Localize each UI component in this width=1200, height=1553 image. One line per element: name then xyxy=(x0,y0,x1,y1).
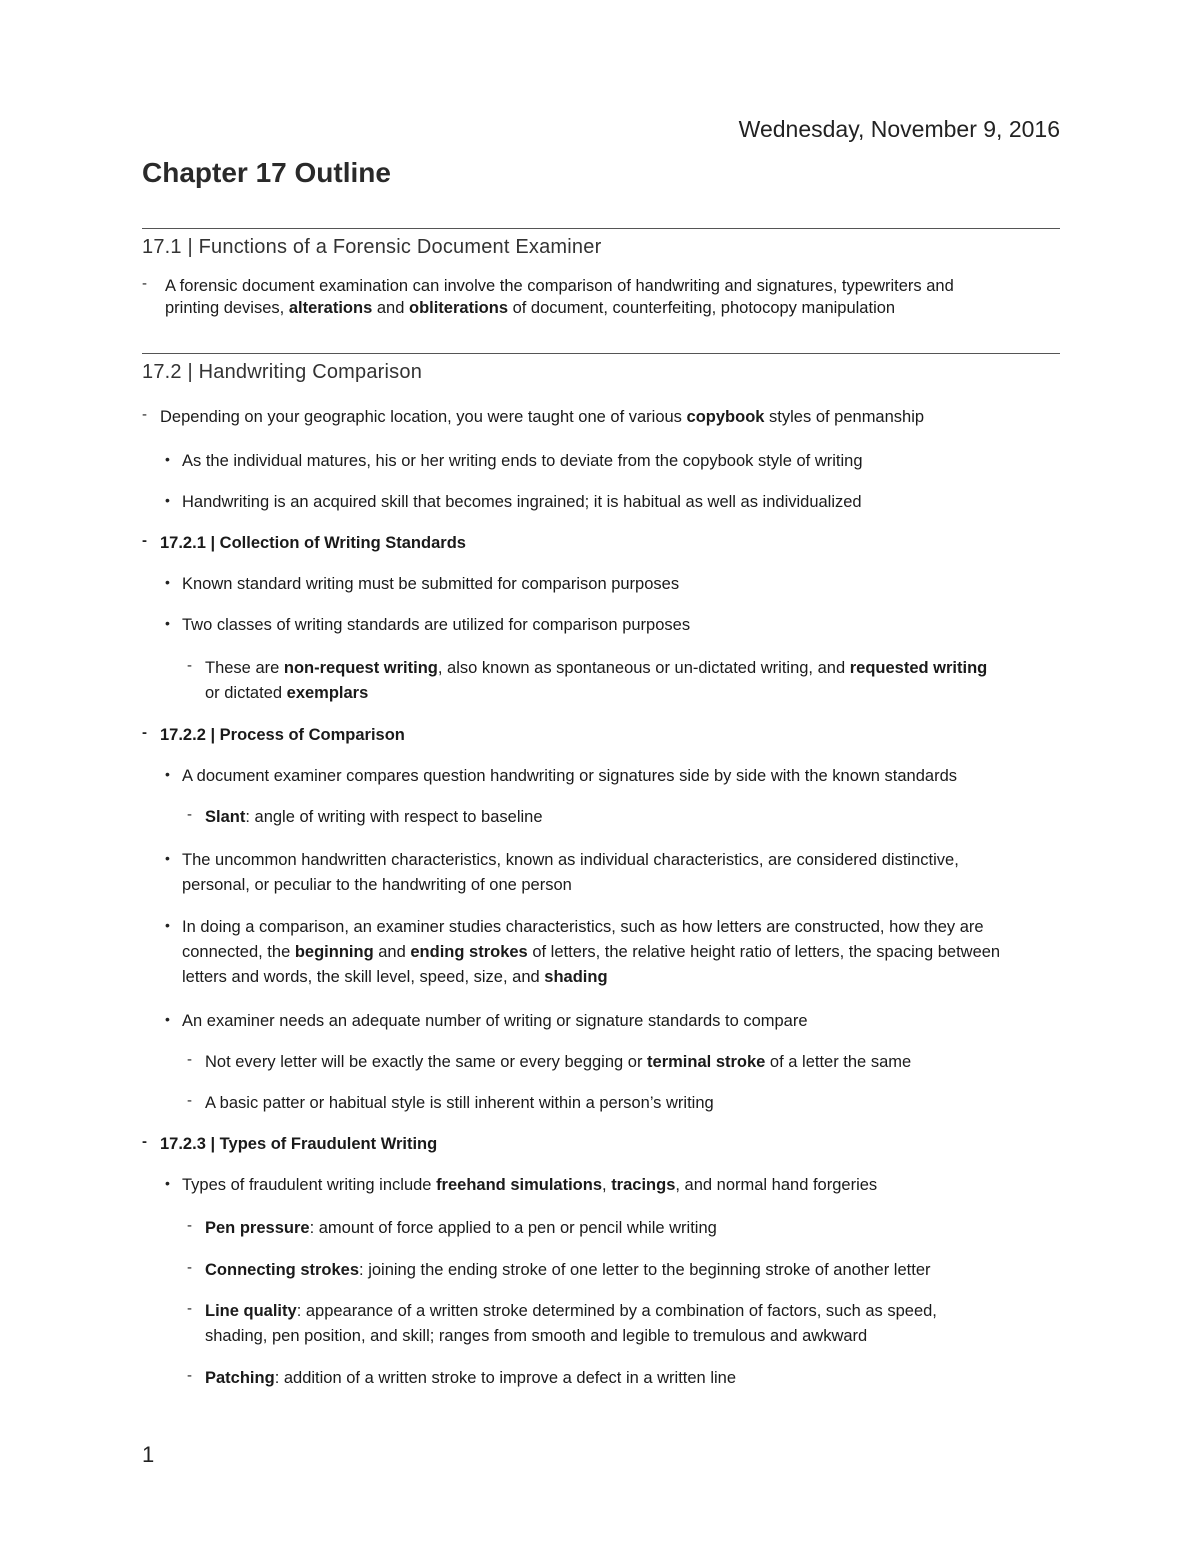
list-item: The uncommon handwritten characteristics, known as individual characteristics, are considered distinctive, xyxy=(182,851,959,869)
list-item-continuation: letters and words, the skill level, speed, size, and shading xyxy=(182,968,608,986)
list-item-continuation: connected, the beginning and ending strokes of letters, the relative height ratio of letters, the spacing between xyxy=(182,943,1001,961)
list-item: Not every letter will be exactly the same or every begging or terminal stroke of a letter the same xyxy=(205,1053,912,1071)
dash-marker: ‐ xyxy=(187,1051,192,1068)
bullet-marker: • xyxy=(165,1011,170,1027)
paragraph-line: A forensic document examination can involve the comparison of handwriting and signatures, typewriters and xyxy=(165,277,954,295)
bullet-marker: • xyxy=(165,574,170,590)
page-title: Chapter 17 Outline xyxy=(142,157,391,188)
dash-marker: ‐ xyxy=(142,406,147,423)
subsection-heading-17-2-2: 17.2.2 | Process of Comparison xyxy=(160,726,405,744)
list-item: Slant: angle of writing with respect to baseline xyxy=(205,808,543,826)
dash-marker: ‐ xyxy=(187,1259,192,1276)
paragraph-line: printing devises, alterations and obliterations of document, counterfeiting, photocopy manipulation xyxy=(165,299,896,317)
bullet-marker: • xyxy=(165,615,170,631)
list-item: As the individual matures, his or her writing ends to deviate from the copybook style of writing xyxy=(182,452,863,470)
dash-marker: ‐ xyxy=(142,724,147,741)
list-item: A basic patter or habitual style is still inherent within a person’s writing xyxy=(205,1094,714,1112)
list-item: Two classes of writing standards are utilized for comparison purposes xyxy=(182,616,691,634)
list-item: Line quality: appearance of a written stroke determined by a combination of factors, such as speed, xyxy=(205,1302,937,1320)
list-item: These are non-request writing, also known as spontaneous or un-dictated writing, and requested writing xyxy=(205,659,988,677)
dash-marker: ‐ xyxy=(142,532,147,549)
bullet-marker: • xyxy=(165,766,170,782)
list-item: In doing a comparison, an examiner studies characteristics, such as how letters are constructed, how they are xyxy=(182,918,984,936)
list-item-continuation: shading, pen position, and skill; ranges from smooth and legible to tremulous and awkward xyxy=(205,1327,868,1345)
dash-marker: ‐ xyxy=(187,1300,192,1317)
dash-marker: ‐ xyxy=(187,657,192,674)
dash-marker: ‐ xyxy=(142,275,147,292)
bullet-marker: • xyxy=(165,492,170,508)
bullet-marker: • xyxy=(165,451,170,467)
page-number: 1 xyxy=(142,1442,155,1467)
list-item-continuation: personal, or peculiar to the handwriting of one person xyxy=(182,876,572,894)
list-item: Patching: addition of a written stroke to improve a defect in a written line xyxy=(205,1369,737,1387)
section-heading-17-2: 17.2 | Handwriting Comparison xyxy=(142,361,423,383)
section-heading-17-1: 17.1 | Functions of a Forensic Document Examiner xyxy=(142,236,602,258)
list-item: Types of fraudulent writing include freehand simulations, tracings, and normal hand forgeries xyxy=(182,1176,878,1194)
dash-marker: ‐ xyxy=(187,806,192,823)
dash-marker: ‐ xyxy=(187,1217,192,1234)
list-item: Connecting strokes: joining the ending stroke of one letter to the beginning stroke of another letter xyxy=(205,1261,931,1279)
subsection-heading-17-2-1: 17.2.1 | Collection of Writing Standards xyxy=(160,534,466,552)
section-divider xyxy=(142,353,1060,354)
dash-marker: ‐ xyxy=(187,1367,192,1384)
document-date: Wednesday, November 9, 2016 xyxy=(738,116,1060,142)
list-item: Handwriting is an acquired skill that becomes ingrained; it is habitual as well as individualized xyxy=(182,493,862,511)
list-item-continuation: or dictated exemplars xyxy=(205,684,369,702)
subsection-heading-17-2-3: 17.2.3 | Types of Fraudulent Writing xyxy=(160,1135,438,1153)
list-item: A document examiner compares question handwriting or signatures side by side with the known standards xyxy=(182,767,958,785)
list-item: Depending on your geographic location, you were taught one of various copybook styles of penmanship xyxy=(160,408,925,426)
dash-marker: ‐ xyxy=(142,1133,147,1150)
list-item: Known standard writing must be submitted for comparison purposes xyxy=(182,575,680,593)
bullet-marker: • xyxy=(165,1175,170,1191)
section-divider xyxy=(142,228,1060,229)
list-item: An examiner needs an adequate number of writing or signature standards to compare xyxy=(182,1012,808,1030)
list-item: Pen pressure: amount of force applied to a pen or pencil while writing xyxy=(205,1219,717,1237)
dash-marker: ‐ xyxy=(187,1092,192,1109)
bullet-marker: • xyxy=(165,850,170,866)
bullet-marker: • xyxy=(165,917,170,933)
